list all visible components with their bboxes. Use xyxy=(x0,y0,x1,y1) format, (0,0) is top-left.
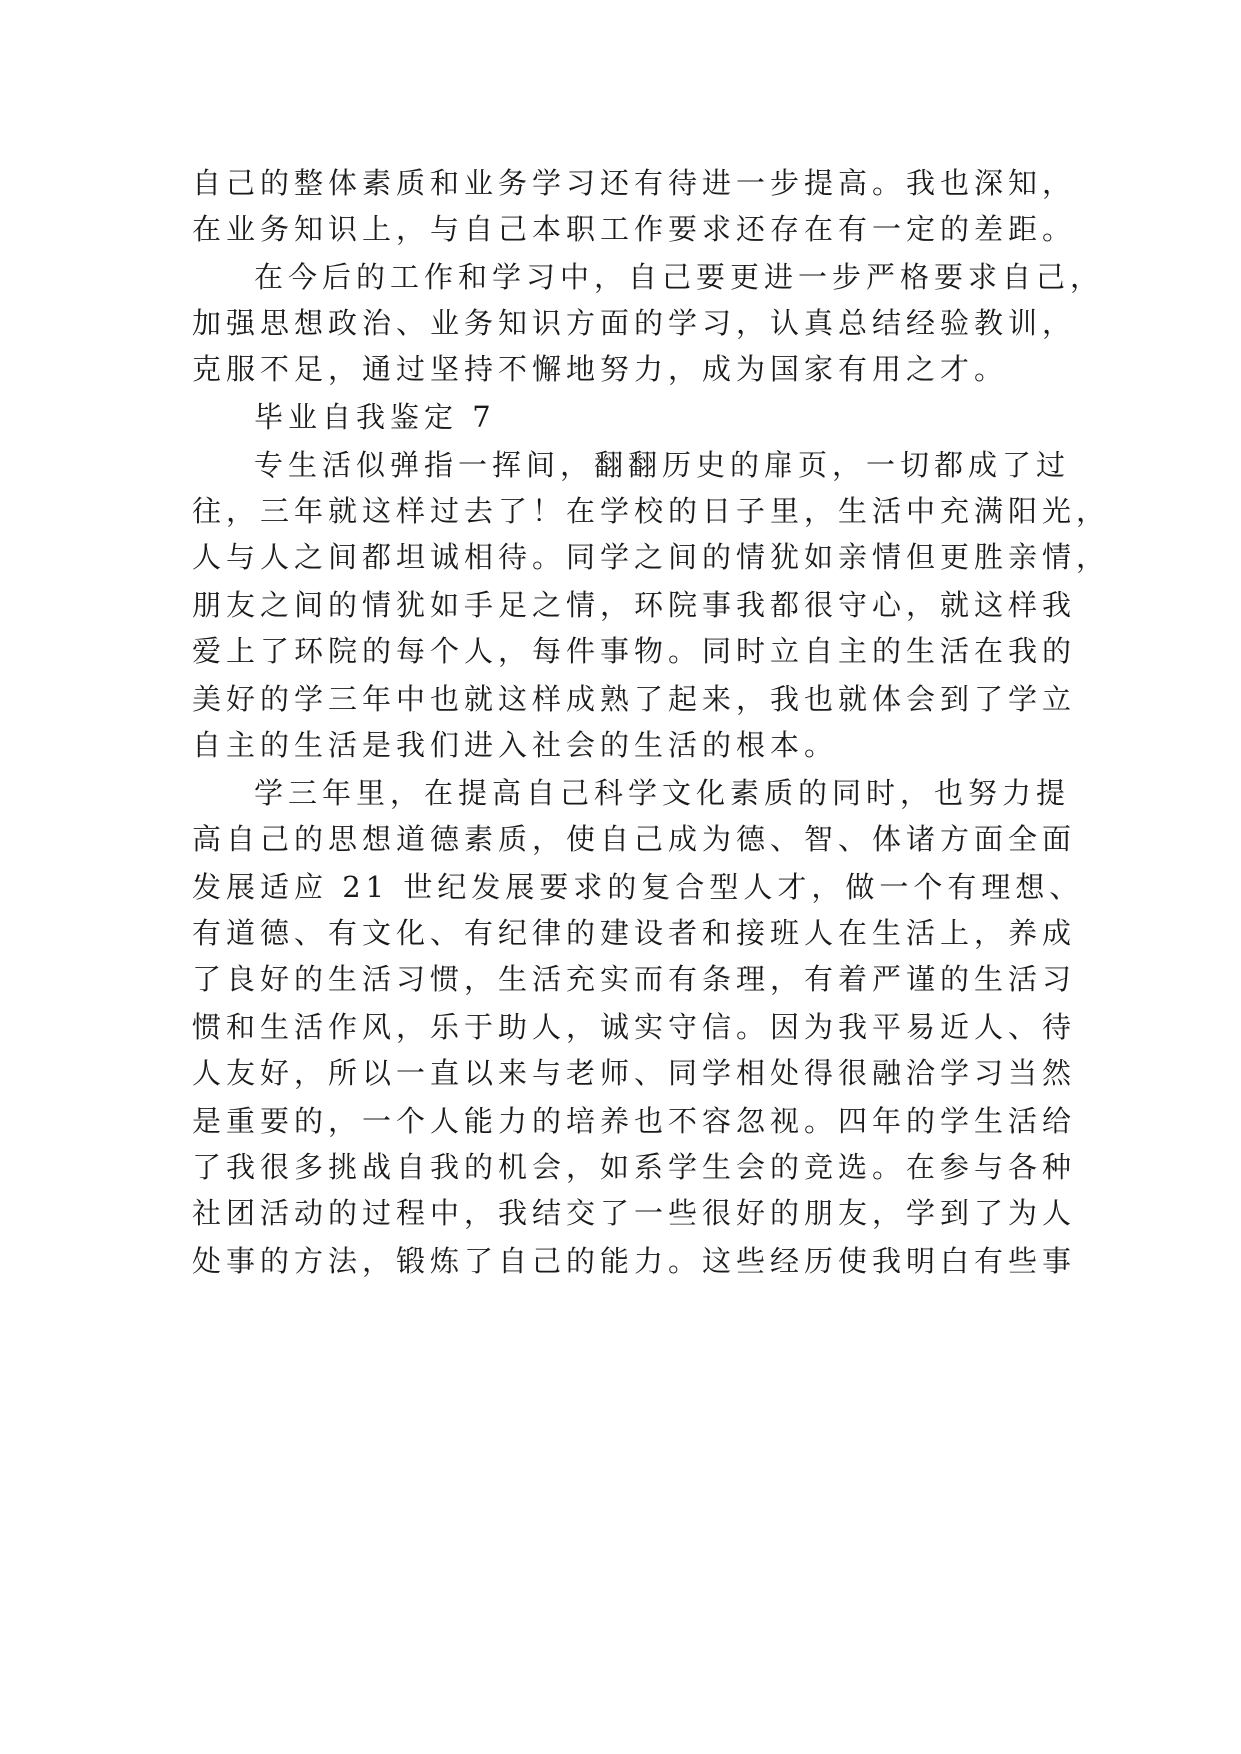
paragraph-first-line: 在今后的工作和学习中，自己要更进一步严格要求自己， xyxy=(254,260,1105,294)
text-line: 了我很多挑战自我的机会，如系学生会的竞选。在参与各种 xyxy=(192,1150,1077,1184)
text-line: 高自己的思想道德素质，使自己成为德、智、体诸方面全面 xyxy=(192,822,1077,856)
text-line: 美好的学三年中也就这样成熟了起来，我也就体会到了学立 xyxy=(192,682,1077,716)
text-line: 自己的整体素质和业务学习还有待进一步提高。我也深知， xyxy=(192,166,1077,200)
paragraph-first-line: 学三年里，在提高自己科学文化素质的同时，也努力提 xyxy=(254,776,1071,810)
paragraph-first-line: 专生活似弹指一挥间，翻翻历史的扉页，一切都成了过 xyxy=(254,448,1071,482)
text-line: 自主的生活是我们进入社会的生活的根本。 xyxy=(192,728,839,762)
text-line: 发展适应 21 世纪发展要求的复合型人才，做一个有理想、 xyxy=(192,870,1084,904)
section-heading: 毕业自我鉴定 7 xyxy=(254,400,496,434)
text-line: 社团活动的过程中，我结交了一些很好的朋友，学到了为人 xyxy=(192,1196,1077,1230)
text-line: 有道德、有文化、有纪律的建设者和接班人在生活上，养成 xyxy=(192,916,1077,950)
text-line: 是重要的，一个人能力的培养也不容忽视。四年的学生活给 xyxy=(192,1104,1077,1138)
text-line: 在业务知识上，与自己本职工作要求还存在有一定的差距。 xyxy=(192,212,1077,246)
text-line: 朋友之间的情犹如手足之情，环院事我都很守心，就这样我 xyxy=(192,588,1077,622)
text-line: 处事的方法，锻炼了自己的能力。这些经历使我明白有些事 xyxy=(192,1244,1077,1278)
text-line: 爱上了环院的每个人，每件事物。同时立自主的生活在我的 xyxy=(192,634,1077,668)
text-line: 了良好的生活习惯，生活充实而有条理，有着严谨的生活习 xyxy=(192,962,1077,996)
text-line: 克服不足，通过坚持不懈地努力，成为国家有用之才。 xyxy=(192,352,1009,386)
text-line: 往，三年就这样过去了！在学校的日子里，生活中充满阳光， xyxy=(192,494,1111,528)
text-line: 加强思想政治、业务知识方面的学习，认真总结经验教训， xyxy=(192,306,1077,340)
text-line: 人与人之间都坦诚相待。同学之间的情犹如亲情但更胜亲情， xyxy=(192,540,1111,574)
text-line: 惯和生活作风，乐于助人，诚实守信。因为我平易近人、待 xyxy=(192,1010,1077,1044)
text-line: 人友好，所以一直以来与老师、同学相处得很融洽学习当然 xyxy=(192,1056,1077,1090)
